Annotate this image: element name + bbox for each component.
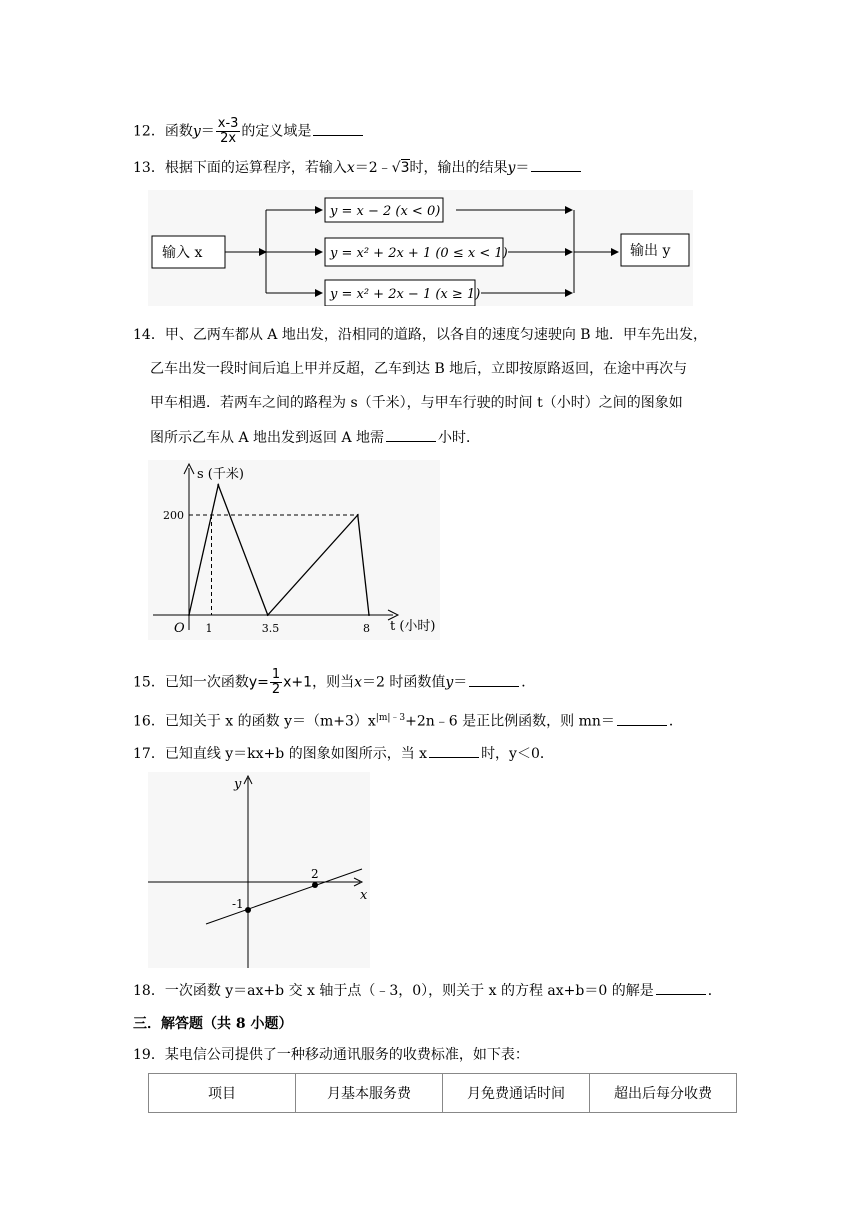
distance-time-chart [148,460,440,640]
data-point [188,614,190,616]
question-12: 12．函数y＝ $\frac{x-3}{2x}$ 的定义域是 [133,117,365,146]
question-16: 16．已知关于 x 的函数 $y=(m+3)x^{|m|﹣3}+2n﹣6$ 是正比例函数，则 mn＝ ． [133,708,683,732]
x-axis-label: t (小时) [390,619,436,634]
question-14-line-4: 图所示乙车从 A 地出发到返回 A 地需 小时． [150,427,480,448]
flowchart [148,190,693,306]
answer-blank [429,743,479,758]
data-point [368,614,370,616]
data-point [267,614,269,616]
question-17: 17．已知直线 y＝kx+b 的图象如图所示，当 x 时，y＜0． [133,743,554,764]
svg-text:y = x² + 2x + 1 (0 ≤ x < 1): y = x² + 2x + 1 (0 ≤ x < 1) [330,246,508,261]
x-intercept-point [312,882,318,888]
y-intercept-point [245,907,251,913]
fraction: $\frac{1}{2}$ [271,667,281,697]
y-axis-label: y [234,777,242,792]
x-axis-label: x [360,888,368,903]
x-tick-label: 3.5 [261,622,280,635]
section-heading: 三．解答题（共 8 小题） [133,1016,293,1032]
answer-blank [386,427,436,442]
table-row [149,1074,737,1113]
answer-blank [469,672,519,687]
input-label: 输入 x [162,245,203,261]
y-intercept-label: -1 [232,897,244,911]
y-axis-label: s (千米) [197,467,244,482]
x-tick-label: 1 [205,622,213,635]
answer-blank [531,157,581,172]
answer-blank [617,711,667,726]
origin-label: O [174,621,185,636]
linear-function-graph [148,772,370,968]
table-header-cell: 月基本服务费 [296,1074,443,1113]
table-header-cell: 项目 [149,1074,296,1113]
svg-text:y = x − 2 (x < 0): y = x − 2 (x < 0) [330,204,441,219]
table-header-cell: 超出后每分收费 [590,1074,737,1113]
svg-text:y = x² + 2x − 1 (x ≥ 1): y = x² + 2x − 1 (x ≥ 1) [330,287,481,302]
question-13: 13．根据下面的运算程序，若输入x＝2﹣√3时，输出的结果y＝ [133,157,583,178]
answer-blank [656,980,706,995]
table-header-cell: 月免费通话时间 [443,1074,590,1113]
question-14-line-3: 甲车相遇．若两车之间的路程为 s（千米），与甲车行驶的时间 t（小时）之间的图象如 [150,395,683,411]
question-15: 15．已知一次函数y= $\frac{1}{2}$ x+1，则当x＝2 时函数值y＝ ． [133,667,536,697]
answer-blank [313,121,363,136]
fraction: $\frac{x-3}{2x}$ [217,116,239,146]
question-18: 18．一次函数 y＝ax+b 交 x 轴于点（﹣3，0），则关于 x 的方程 ax+b＝0 的解是 ． [133,980,722,1001]
question-14-line-1: 14．甲、乙两车都从 A 地出发，沿相同的道路，以各自的速度匀速驶向 B 地．甲车先出发， [133,327,708,343]
y-tick-label: 200 [163,509,184,522]
x-intercept-label: 2 [311,867,319,881]
question-14-line-2: 乙车出发一段时间后追上甲并反超，乙车到达 B 地后，立即按原路返回，在途中再次与 [150,361,688,377]
question-19: 19．某电信公司提供了一种移动通讯服务的收费标准，如下表： [133,1047,529,1063]
fee-table [148,1073,737,1113]
x-tick-label: 8 [363,622,370,635]
output-label: 输出 y [630,243,671,259]
data-point [217,484,219,486]
